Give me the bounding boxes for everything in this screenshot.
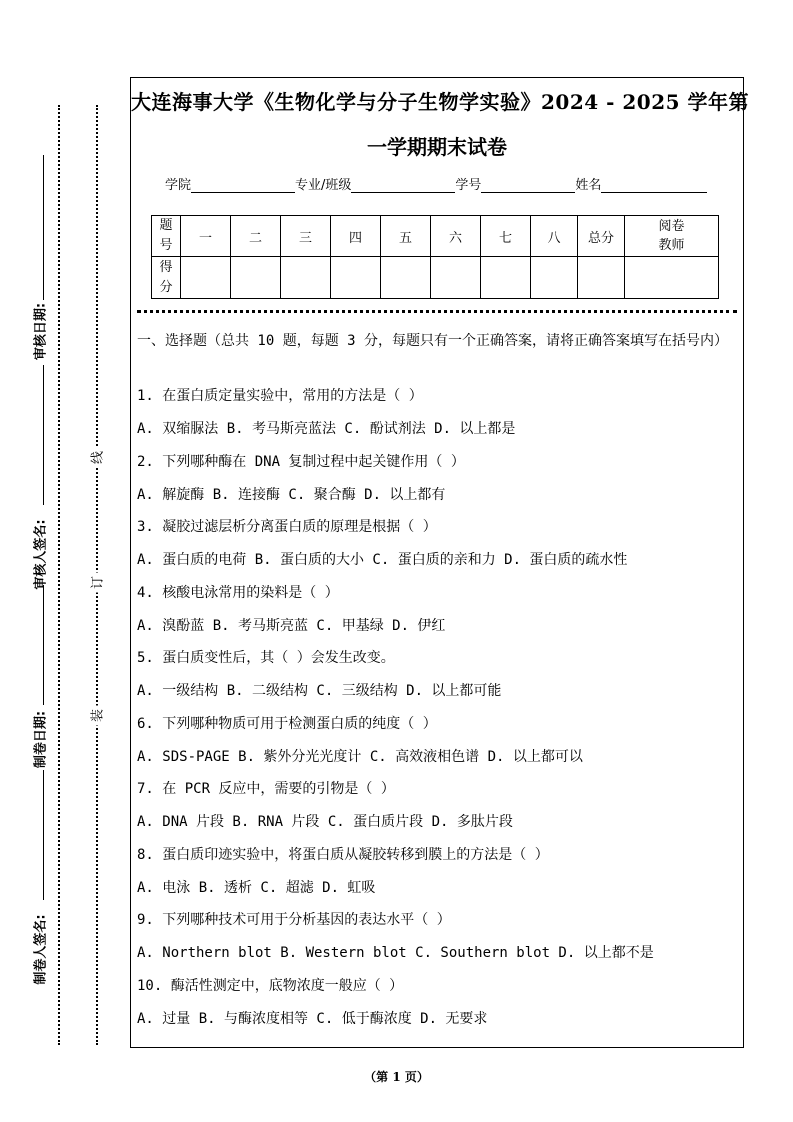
- cut-install-char: 装: [87, 706, 106, 726]
- exam-title-line-2: 一学期期末试卷: [367, 135, 507, 159]
- score-table: [151, 215, 719, 299]
- grader-header-b: 教师: [658, 238, 685, 253]
- score-row-header-a: 得: [159, 259, 173, 275]
- score-cell-total[interactable]: [578, 257, 625, 299]
- student-id-field[interactable]: [481, 178, 575, 193]
- score-cell-8[interactable]: [531, 257, 578, 299]
- major-field[interactable]: [351, 178, 455, 193]
- question-number-header-a: 题: [159, 218, 173, 233]
- major-label: 专业/班级: [295, 178, 352, 193]
- col-header-1: 一: [181, 216, 231, 257]
- college-field[interactable]: [191, 178, 295, 193]
- question-10: 10. 酶活性测定中，底物浓度一般应（ ）: [137, 977, 404, 994]
- section-1-heading: 一、选择题（总共 10 题，每题 3 分，每题只有一个正确答案，请将正确答案填写在括号内）: [137, 333, 728, 349]
- question-2-options: A. 解旋酶 B. 连接酶 C. 聚合酶 D. 以上都有: [137, 486, 446, 503]
- question-6-options: A. SDS-PAGE B. 紫外分光光度计 C. 高效液相色谱 D. 以上都可以: [137, 748, 583, 765]
- maker-sign-label: 制卷人签名:: [33, 914, 49, 985]
- review-date-label: 审核日期:: [33, 302, 49, 361]
- col-header-4: 四: [331, 216, 381, 257]
- score-table-header-row: [152, 216, 719, 257]
- score-cell-1[interactable]: [181, 257, 231, 299]
- question-10-options: A. 过量 B. 与酶浓度相等 C. 低于酶浓度 D. 无要求: [137, 1010, 488, 1027]
- exam-title-line-1: 大连海事大学《生物化学与分子生物学实验》2024 - 2025 学年第: [131, 90, 750, 114]
- margin-dotted-line-outer: [58, 105, 60, 1045]
- question-number-header-b: 号: [159, 238, 173, 253]
- question-7-options: A. DNA 片段 B. RNA 片段 C. 蛋白质片段 D. 多肽片段: [137, 814, 513, 830]
- grader-cell[interactable]: [625, 257, 719, 299]
- name-field[interactable]: [601, 178, 707, 193]
- col-header-7: 七: [481, 216, 531, 257]
- question-8-options: A. 电泳 B. 透析 C. 超滤 D. 虹吸: [137, 879, 376, 896]
- question-1: 1. 在蛋白质定量实验中，常用的方法是（ ）: [137, 388, 423, 404]
- student-id-label: 学号: [455, 178, 482, 193]
- question-2: 2. 下列哪种酶在 DNA 复制过程中起关键作用（ ）: [137, 453, 465, 470]
- cut-bind-char: 订: [87, 573, 106, 593]
- question-6: 6. 下列哪种物质可用于检测蛋白质的纯度（ ）: [137, 715, 437, 732]
- col-header-total: 总分: [578, 216, 625, 257]
- col-header-8: 八: [531, 216, 578, 257]
- score-cell-5[interactable]: [381, 257, 431, 299]
- score-cell-2[interactable]: [231, 257, 281, 299]
- question-5: 5. 蛋白质变性后，其（ ）会发生改变。: [137, 650, 395, 666]
- make-date-label: 制卷日期:: [33, 710, 49, 769]
- college-label: 学院: [165, 178, 192, 193]
- col-header-6: 六: [431, 216, 481, 257]
- question-9-options: A. Northern blot B. Western blot C. Southern blot D. 以上都不是: [137, 945, 654, 961]
- question-5-options: A. 一级结构 B. 二级结构 C. 三级结构 D. 以上都可能: [137, 683, 502, 699]
- question-number-header: [152, 216, 181, 257]
- score-row-header: [152, 257, 181, 299]
- page-number: （第 1 页）: [364, 1070, 429, 1084]
- question-1-options: A. 双缩脲法 B. 考马斯亮蓝法 C. 酚试剂法 D. 以上都是: [137, 421, 516, 437]
- col-header-3: 三: [281, 216, 331, 257]
- header-separator: [137, 310, 737, 313]
- score-cell-4[interactable]: [331, 257, 381, 299]
- question-9: 9. 下列哪种技术可用于分析基因的表达水平（ ）: [137, 912, 451, 928]
- score-cell-7[interactable]: [481, 257, 531, 299]
- score-cell-3[interactable]: [281, 257, 331, 299]
- score-cell-6[interactable]: [431, 257, 481, 299]
- question-3-options: A. 蛋白质的电荷 B. 蛋白质的大小 C. 蛋白质的亲和力 D. 蛋白质的疏水性: [137, 552, 628, 568]
- score-table-score-row: [152, 257, 719, 299]
- col-header-5: 五: [381, 216, 431, 257]
- student-info-row: [165, 174, 707, 193]
- col-header-2: 二: [231, 216, 281, 257]
- question-4-options: A. 溴酚蓝 B. 考马斯亮蓝 C. 甲基绿 D. 伊红: [137, 617, 446, 634]
- question-8: 8. 蛋白质印迹实验中，将蛋白质从凝胶转移到膜上的方法是（ ）: [137, 846, 549, 863]
- question-4: 4. 核酸电泳常用的染料是（ ）: [137, 584, 339, 601]
- grader-header: [625, 216, 719, 257]
- name-label: 姓名: [575, 178, 602, 193]
- cut-line-char: 线: [87, 448, 106, 468]
- exam-frame: [130, 77, 750, 1048]
- grader-header-a: 阅卷: [658, 219, 685, 234]
- score-row-header-b: 分: [159, 279, 173, 295]
- question-3: 3. 凝胶过滤层析分离蛋白质的原理是根据（ ）: [137, 519, 437, 535]
- reviewer-sign-label: 审核人签名:: [33, 519, 49, 590]
- question-7: 7. 在 PCR 反应中，需要的引物是（ ）: [137, 781, 395, 797]
